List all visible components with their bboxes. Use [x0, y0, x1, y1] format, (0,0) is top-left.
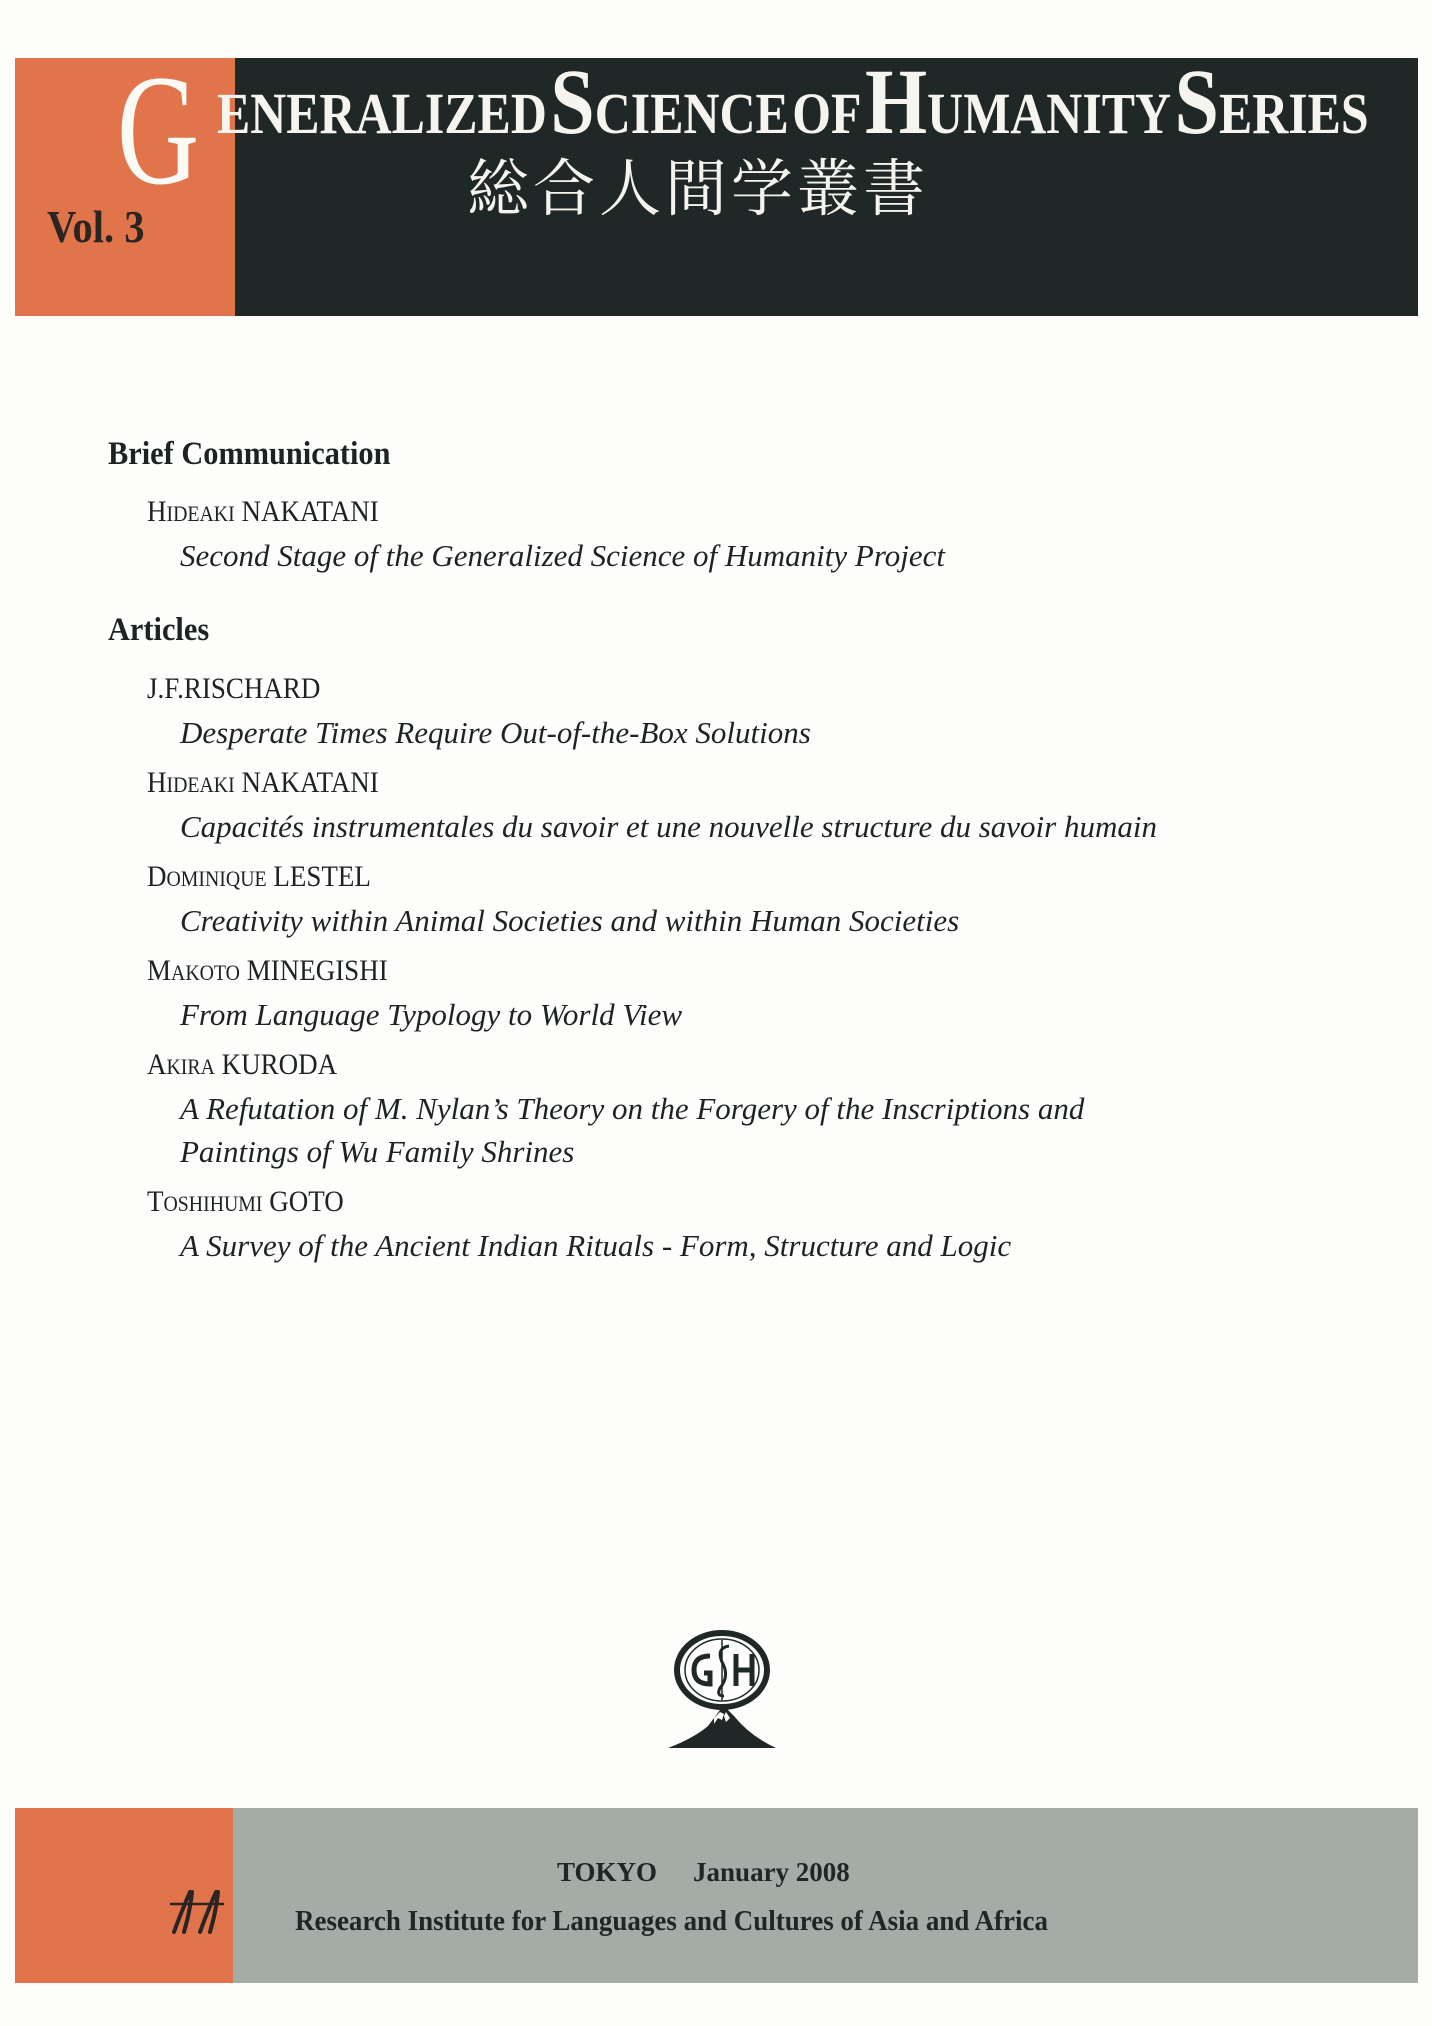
series-title-word: SCIENCE [550, 51, 789, 154]
toc-author: MAKOTO MINEGISHI [147, 954, 388, 987]
toc-article-title[interactable]: Creativity within Animal Societies and within Human Societies [180, 903, 960, 938]
publication-place-date [557, 1859, 850, 1886]
section-heading: Brief Communication [108, 436, 391, 472]
toc-article-title[interactable]: A Survey of the Ancient Indian Rituals - Form, Structure and Logic [180, 1228, 1012, 1263]
toc-author: DOMINIQUE LESTEL [147, 860, 371, 893]
series-title-initial: G [117, 43, 200, 218]
gsh-mountain-emblem-icon [664, 1626, 780, 1752]
toc-author: HIDEAKI NAKATANI [147, 495, 379, 528]
series-title-word: HUMANITY [864, 51, 1172, 154]
toc-article-title[interactable]: From Language Typology to World View [180, 997, 683, 1032]
series-title [217, 51, 1369, 154]
aa-publisher-logo-icon [170, 1888, 226, 1934]
toc-article-title[interactable]: Second Stage of the Generalized Science of Humanity Project [180, 538, 946, 573]
toc-author: TOSHIHUMI GOTO [147, 1185, 344, 1218]
series-title-word: OF [792, 81, 862, 146]
publisher-name: Research Institute for Languages and Cultures of Asia and Africa [295, 1905, 1048, 1937]
toc-author: HIDEAKI NAKATANI [147, 766, 379, 799]
series-title-word: SERIES [1174, 51, 1369, 154]
japanese-series-title: 総合人間学叢書 [467, 152, 930, 225]
publication-city: TOKYO [557, 1857, 658, 1887]
toc-article-title[interactable]: Paintings of Wu Family Shrines [180, 1134, 575, 1169]
toc-article-title[interactable]: A Refutation of M. Nylan’s Theory on the Forgery of the Inscriptions and [180, 1091, 1085, 1126]
volume-label: Vol. 3 [47, 201, 145, 252]
toc-article-title[interactable]: Desperate Times Require Out-of-the-Box Solutions [180, 715, 811, 750]
toc-author: AKIRA KURODA [147, 1048, 338, 1081]
series-title-word: ENERALIZED [217, 81, 547, 146]
toc-article-title[interactable]: Capacités instrumentales du savoir et une nouvelle structure du savoir humain [180, 809, 1157, 844]
section-heading: Articles [108, 612, 210, 648]
toc-author: J.F.RISCHARD [147, 672, 321, 705]
publication-date: January 2008 [693, 1857, 850, 1887]
